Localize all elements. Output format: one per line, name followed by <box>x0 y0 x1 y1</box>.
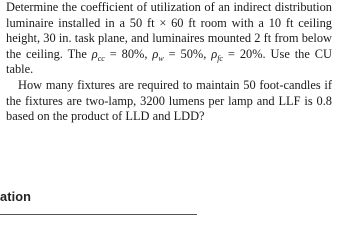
rho-symbol: ρ <box>91 46 98 61</box>
rho-subscript-fc: fc <box>217 53 223 63</box>
rho-symbol: ρ <box>211 46 218 61</box>
problem-text <box>6 0 332 125</box>
problem-paragraph-1 <box>6 0 332 78</box>
section-heading: ation <box>0 189 32 204</box>
rho-subscript-cc: cc <box>97 53 105 63</box>
problem-paragraph-2: How many fixtures are required to maintain 50 foot-candles if the fixtures are two-lamp, 3200 lumens per lamp and LLF is 0.8 based on the product of LLD and LDD? <box>6 77 332 124</box>
rho-floor-cavity <box>211 47 223 61</box>
value-w: = 50%, <box>163 46 212 61</box>
rho-symbol: ρ <box>152 46 159 61</box>
rho-ceiling-cavity <box>92 47 105 61</box>
section-divider <box>0 214 197 215</box>
value-cc: = 80%, <box>104 46 153 61</box>
value-fc: = 20%. Use the CU table. <box>6 46 333 77</box>
rho-subscript-w: w <box>158 53 164 63</box>
rho-wall <box>152 47 163 61</box>
problem-intro-text: Determine the coefficient of utilization of an indirect distribution luminaire installed in a 50 ft × 60 ft room with a 10 ft ceiling height, 30 in. task plane, and luminaires mounted 2 ft from below the ceiling. The <box>6 0 332 61</box>
